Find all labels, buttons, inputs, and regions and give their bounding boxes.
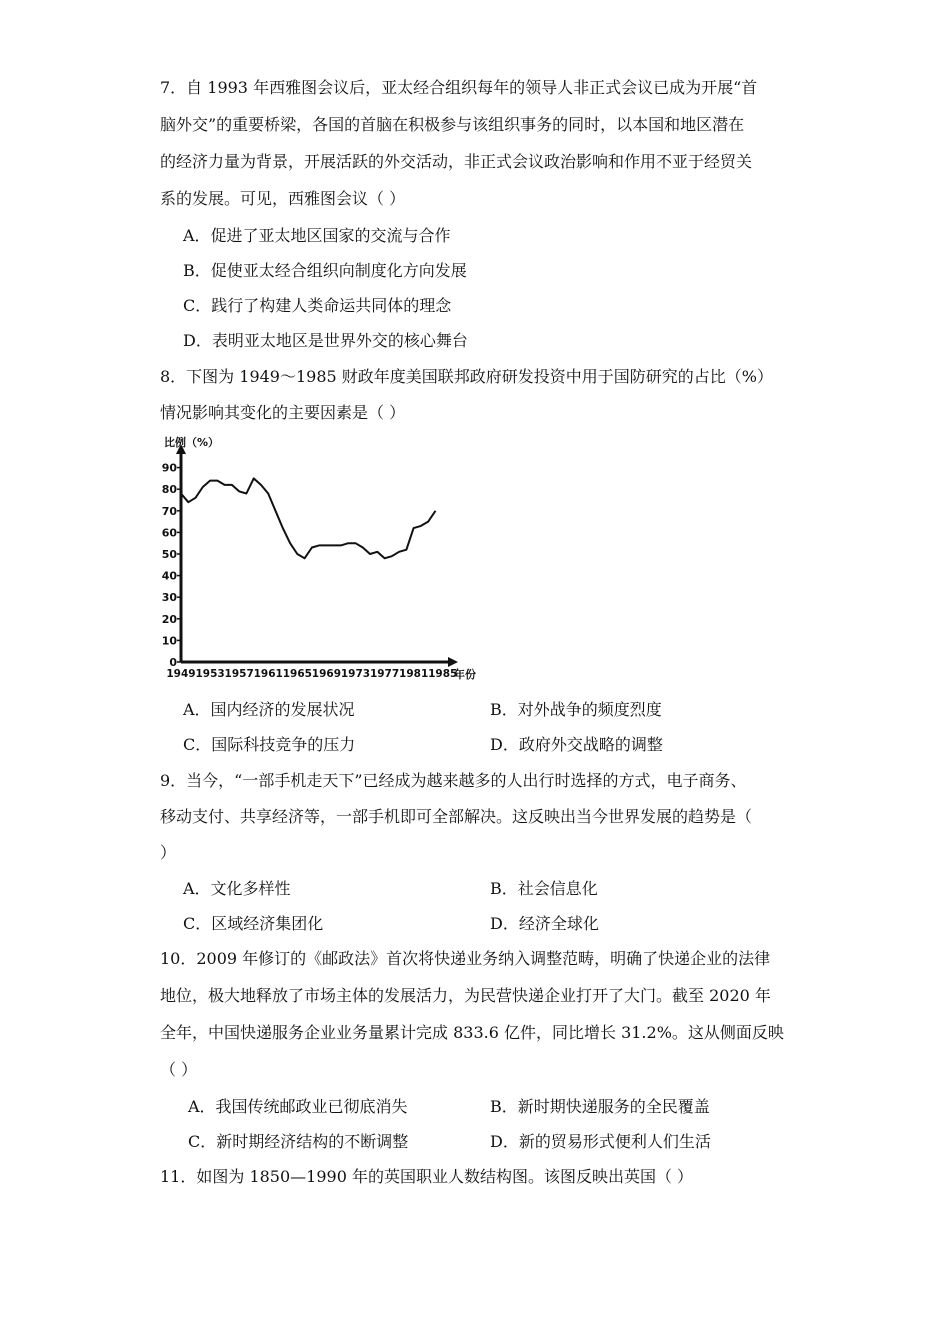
x-tick-label: 1969 — [311, 668, 342, 680]
y-tick-label: 0 — [169, 656, 177, 669]
q10-line-4: （ ） — [160, 1060, 198, 1079]
q7-line-2: 脑外交”的重要桥梁，各国的首脑在积极参与该组织事务的同时，以本国和地区潜在 — [160, 115, 745, 134]
y-tick-label: 30 — [161, 591, 177, 605]
x-tick-label: 1977 — [369, 668, 400, 680]
q9-line-3: ） — [160, 843, 177, 862]
q10-option-b: B．新时期快递服务的全民覆盖 — [490, 1097, 710, 1116]
q10-line-1: 10．2009 年修订的《邮政法》首次将快递业务纳入调整范畴，明确了快递企业的法律 — [160, 949, 771, 968]
x-tick-label: 1981 — [399, 668, 429, 680]
chart-axes — [176, 444, 458, 667]
y-tick-label: 80 — [161, 483, 177, 497]
q7-option-d: D．表明亚太地区是世界外交的核心舞台 — [183, 331, 468, 350]
y-tick-label: 60 — [161, 526, 177, 540]
q8-option-b: B．对外战争的频度烈度 — [490, 700, 662, 719]
y-tick-label: 40 — [161, 569, 177, 583]
x-tick-label: 1961 — [253, 668, 283, 680]
q10-option-a: A．我国传统邮政业已彻底消失 — [188, 1097, 408, 1116]
y-tick-label: 50 — [161, 548, 177, 561]
chart-series — [181, 478, 436, 558]
q8-option-c: C．国际科技竞争的压力 — [183, 735, 356, 754]
q7-option-a: A．促进了亚太地区国家的交流与合作 — [183, 226, 451, 245]
q7-line-3: 的经济力量为背景，开展活跃的外交活动，非正式会议政治影响和作用不亚于经贸关 — [160, 152, 753, 171]
chart-x-ticks — [166, 668, 457, 680]
q8-option-a: A．国内经济的发展状况 — [183, 700, 355, 719]
q9-option-b: B．社会信息化 — [490, 879, 598, 898]
q10-option-d: D．新的贸易形式便利人们生活 — [490, 1132, 711, 1151]
y-tick-label: 20 — [161, 612, 177, 626]
q9-option-d: D．经济全球化 — [490, 914, 599, 933]
chart-x-axis-arrow — [448, 657, 458, 667]
y-tick-label: 10 — [161, 634, 177, 648]
q9-line-1: 9．当今，“一部手机走天下”已经成为越来越多的人出行时选择的方式，电子商务、 — [160, 771, 747, 790]
q8-line-2: 情况影响其变化的主要因素是（ ） — [160, 403, 406, 422]
chart-y-ticks — [162, 462, 181, 669]
q10-line-2: 地位，极大地释放了市场主体的发展活力，为民营快递企业打开了大门。截至 2020 年 — [160, 986, 771, 1005]
y-tick-label: 70 — [161, 504, 177, 518]
q8-line-1: 8．下图为 1949～1985 财政年度美国联邦政府研发投资中用于国防研究的占比（%） — [160, 367, 773, 386]
x-tick-label: 1953 — [195, 668, 225, 680]
chart-y-axis-label: 比例（%） — [164, 436, 220, 449]
q9-option-c: C．区域经济集团化 — [183, 914, 324, 933]
q7-option-b: B．促使亚太经合组织向制度化方向发展 — [183, 261, 467, 280]
q9-option-a: A．文化多样性 — [183, 879, 291, 898]
defense-rd-share-chart — [160, 432, 490, 684]
q10-line-3: 全年，中国快递服务企业业务量累计完成 833.6 亿件，同比增长 31.2%。这从侧面反映 — [160, 1023, 784, 1042]
x-tick-label: 1973 — [340, 668, 371, 680]
q7-option-c: C．践行了构建人类命运共同体的理念 — [183, 296, 452, 315]
q8-option-d: D．政府外交战略的调整 — [490, 735, 663, 754]
x-tick-label: 1957 — [224, 668, 254, 680]
q7-line-1: 7．自 1993 年西雅图会议后，亚太经合组织每年的领导人非正式会议已成为开展“首 — [160, 78, 758, 97]
series-line — [181, 478, 436, 558]
x-tick-label: 1965 — [282, 668, 312, 680]
q7-line-4: 系的发展。可见，西雅图会议（ ） — [160, 189, 406, 208]
chart-x-axis-label: 年份 — [454, 668, 476, 681]
q9-line-2: 移动支付、共享经济等，一部手机即可全部解决。这反映出当今世界发展的趋势是（ — [160, 807, 753, 826]
q11-line-1: 11．如图为 1850—1990 年的英国职业人数结构图。该图反映出英国（ ） — [160, 1167, 694, 1186]
x-tick-label: 1985 — [428, 668, 458, 680]
x-tick-label: 1949 — [166, 668, 196, 680]
y-tick-label: 90 — [161, 461, 177, 475]
q10-option-c: C．新时期经济结构的不断调整 — [188, 1132, 409, 1151]
